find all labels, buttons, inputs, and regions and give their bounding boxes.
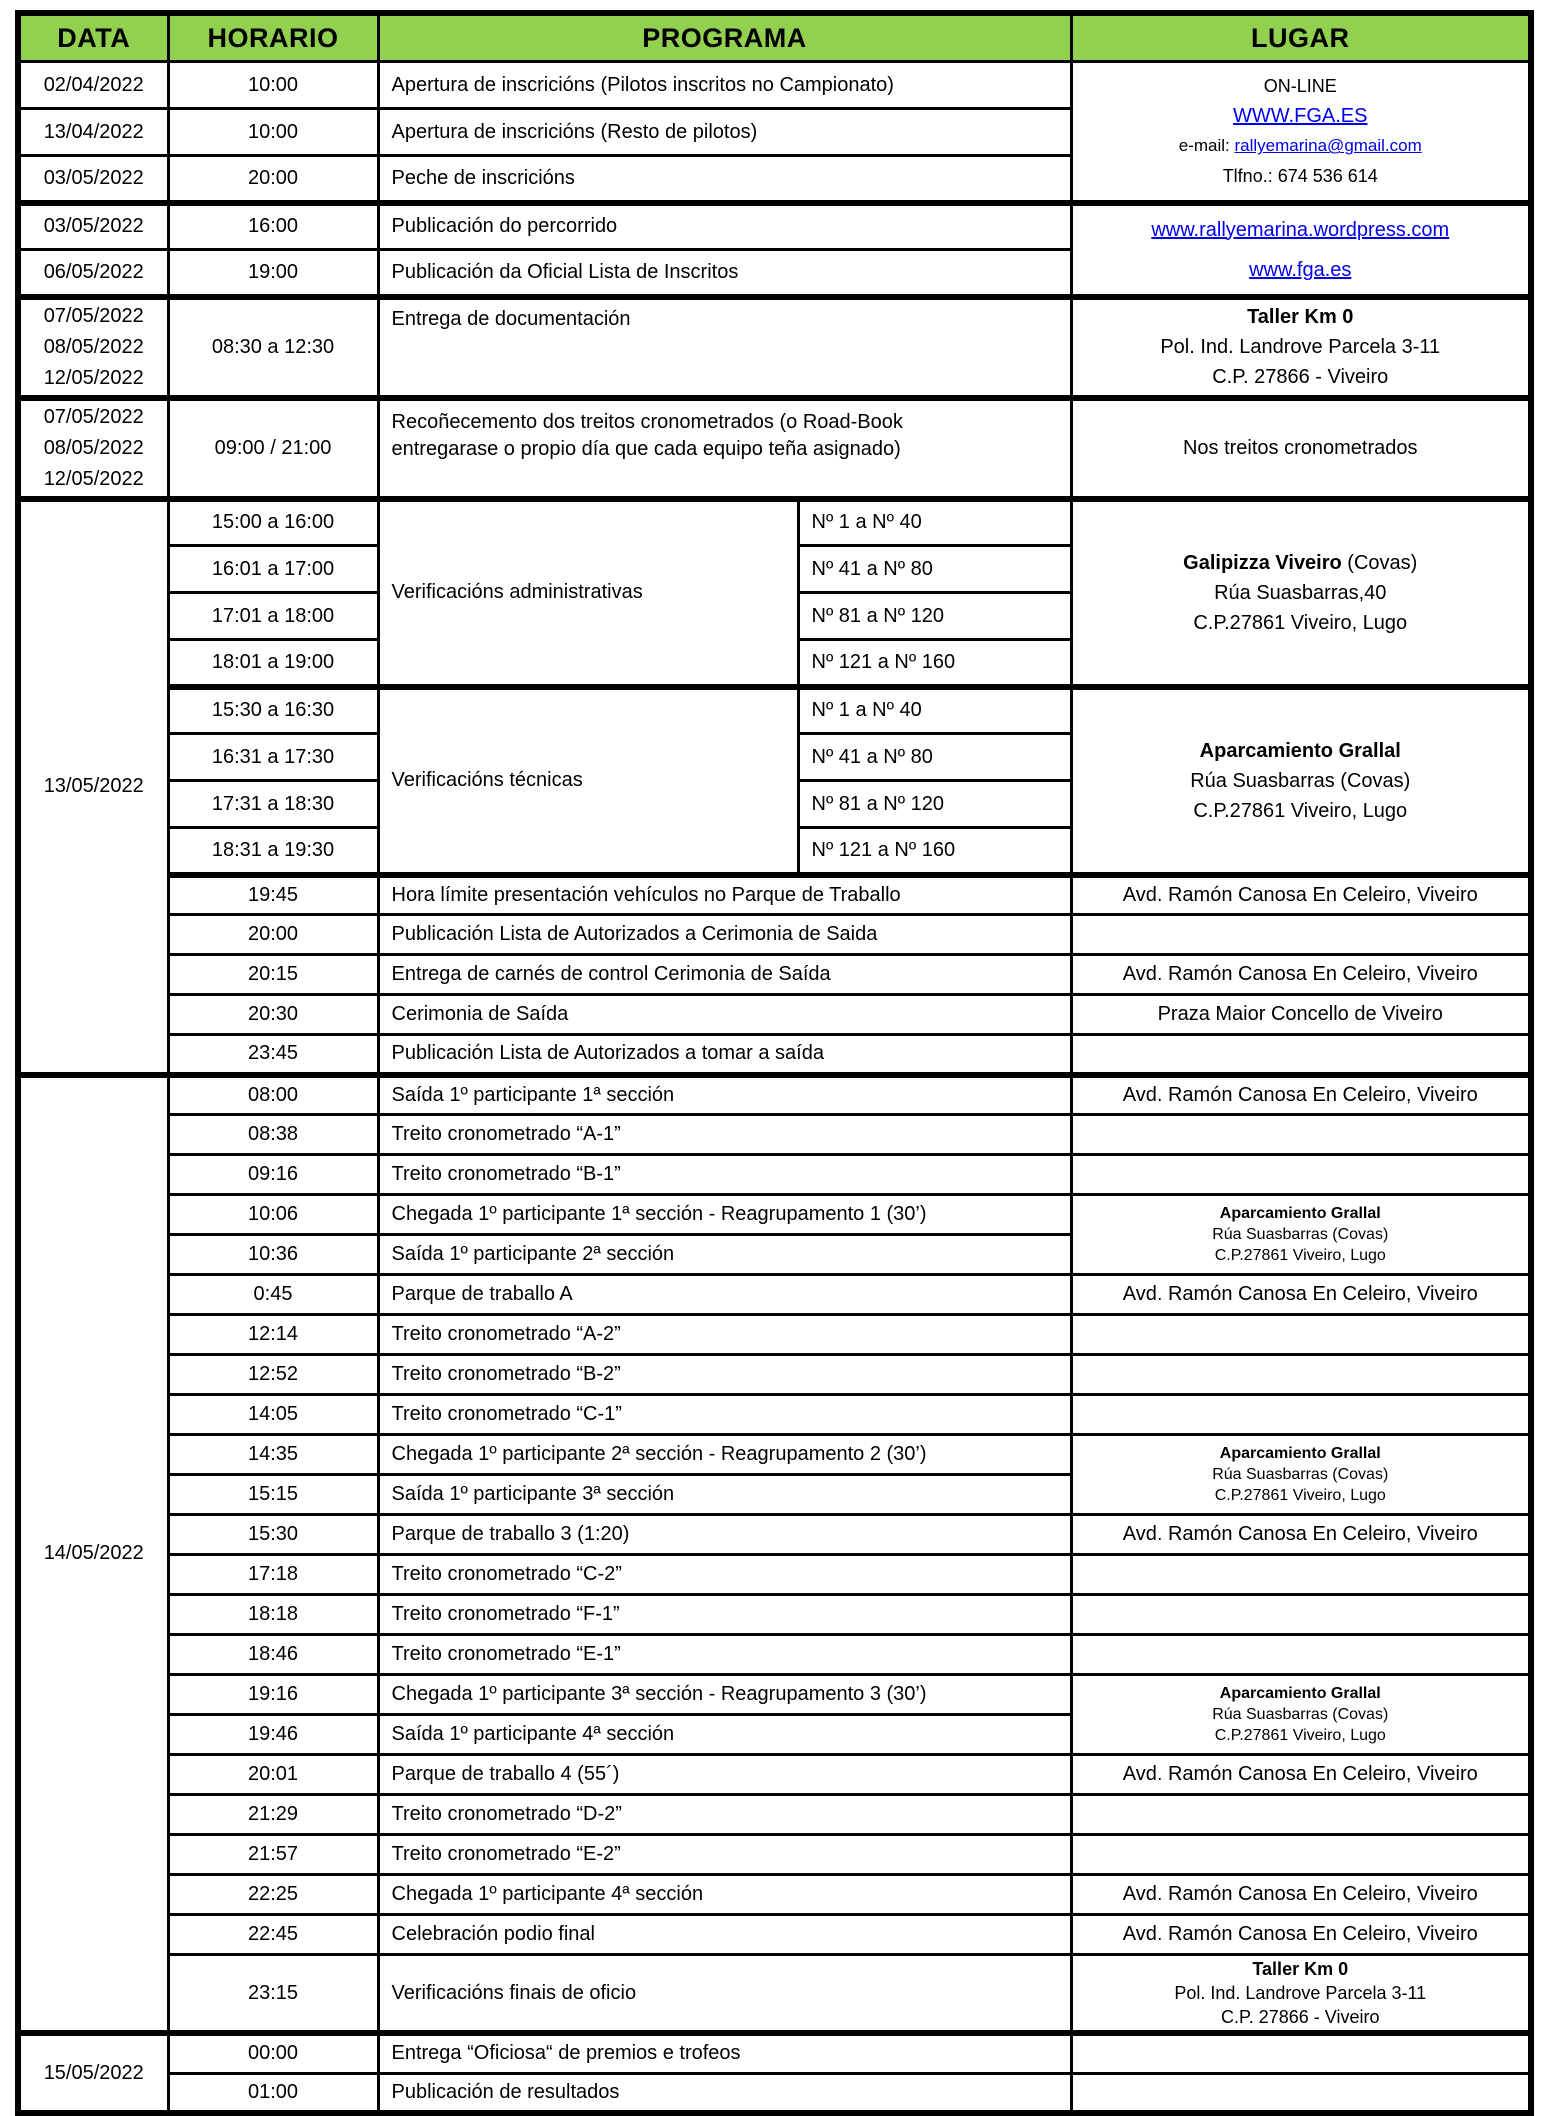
location-cell: Avd. Ramón Canosa En Celeiro, Viveiro (1071, 875, 1531, 915)
table-row (18, 1355, 1531, 1395)
time-cell: 22:45 (168, 1915, 378, 1955)
program-cell: Parque de traballo 4 (55´) (378, 1755, 1071, 1795)
date-cell: 03/05/2022 (18, 156, 168, 203)
location-cell: Avd. Ramón Canosa En Celeiro, Viveiro (1071, 1515, 1531, 1555)
time-cell: 20:01 (168, 1755, 378, 1795)
date-cell-multi (18, 398, 168, 499)
table-row (18, 1875, 1531, 1915)
entry-number-cell: Nº 41 a Nº 80 (798, 734, 1071, 781)
table-row (18, 955, 1531, 995)
time-cell: 21:29 (168, 1795, 378, 1835)
table-row (18, 1195, 1531, 1235)
program-cell: Saída 1º participante 1ª sección (378, 1075, 1071, 1115)
location-address: Pol. Ind. Landrove Parcela 3-11 (1174, 1983, 1427, 2003)
time-cell: 15:00 a 16:00 (168, 499, 378, 546)
time-cell: 14:35 (168, 1435, 378, 1475)
time-cell: 10:00 (168, 62, 378, 109)
program-cell: Publicación de resultados (378, 2073, 1071, 2113)
time-cell: 15:15 (168, 1475, 378, 1515)
program-cell: Hora límite presentación vehículos no Parque de Traballo (378, 875, 1071, 915)
table-row (18, 687, 1531, 734)
table-row (18, 62, 1531, 109)
wordpress-link[interactable]: www.rallyemarina.wordpress.com (1151, 218, 1450, 241)
location-cell-empty (1071, 2073, 1531, 2113)
location-address: Rúa Suasbarras (Covas) (1212, 1466, 1389, 1483)
location-address: C.P.27861 Viveiro, Lugo (1193, 799, 1408, 822)
program-cell (378, 398, 1071, 499)
table-row (18, 2033, 1531, 2073)
table-row (18, 203, 1531, 250)
table-row (18, 1955, 1531, 2034)
time-cell: 21:57 (168, 1835, 378, 1875)
program-cell: Saída 1º participante 2ª sección (378, 1235, 1071, 1275)
table-row (18, 1755, 1531, 1795)
table-row (18, 995, 1531, 1035)
program-cell: Saída 1º participante 4ª sección (378, 1715, 1071, 1755)
location-address: C.P.27861 Viveiro, Lugo (1193, 611, 1408, 634)
time-cell: 17:18 (168, 1555, 378, 1595)
time-cell: 08:00 (168, 1075, 378, 1115)
location-cell-grallal-small (1071, 1435, 1531, 1515)
schedule-table (15, 10, 1534, 2116)
time-cell: 08:30 a 12:30 (168, 297, 378, 398)
table-row (18, 875, 1531, 915)
table-row (18, 1155, 1531, 1195)
table-row (18, 398, 1531, 499)
entry-number-cell: Nº 81 a Nº 120 (798, 593, 1071, 640)
location-cell-online (1071, 62, 1531, 203)
date-cell-multi (18, 297, 168, 398)
time-cell: 09:00 / 21:00 (168, 398, 378, 499)
time-cell: 23:15 (168, 1955, 378, 2034)
time-cell: 18:46 (168, 1635, 378, 1675)
header-data: DATA (18, 13, 168, 62)
table-row (18, 1675, 1531, 1715)
time-cell: 10:36 (168, 1235, 378, 1275)
location-name: Aparcamiento Grallal (1199, 739, 1401, 762)
program-cell: Peche de inscricións (378, 156, 1071, 203)
location-cell: Praza Maior Concello de Viveiro (1071, 995, 1531, 1035)
time-cell: 16:00 (168, 203, 378, 250)
table-row (18, 1635, 1531, 1675)
time-cell: 17:31 a 18:30 (168, 781, 378, 828)
location-online-label: ON-LINE (1263, 76, 1337, 97)
location-address: Rúa Suasbarras (Covas) (1212, 1226, 1389, 1243)
time-cell: 19:00 (168, 250, 378, 297)
program-line: entregarase o propio día que cada equipo teña asignado) (391, 437, 901, 460)
time-cell: 19:16 (168, 1675, 378, 1715)
location-cell: Avd. Ramón Canosa En Celeiro, Viveiro (1071, 1755, 1531, 1795)
date-line: 07/05/2022 (43, 405, 144, 428)
program-cell: Saída 1º participante 3ª sección (378, 1475, 1071, 1515)
location-cell-empty (1071, 1355, 1531, 1395)
location-address: C.P. 27866 - Viveiro (1221, 2007, 1380, 2027)
program-cell: Entrega de carnés de control Cerimonia de Saída (378, 955, 1071, 995)
date-cell-day13: 13/05/2022 (18, 499, 168, 1075)
date-line: 12/05/2022 (43, 366, 144, 389)
program-cell: Entrega “Oficiosa“ de premios e trofeos (378, 2033, 1071, 2073)
date-cell-day15: 15/05/2022 (18, 2033, 168, 2113)
location-address: Rúa Suasbarras (Covas) (1190, 769, 1411, 792)
table-row (18, 1795, 1531, 1835)
time-cell: 15:30 (168, 1515, 378, 1555)
program-cell: Chegada 1º participante 1ª sección - Reagrupamento 1 (30’) (378, 1195, 1071, 1235)
location-cell-empty (1071, 1595, 1531, 1635)
date-cell: 03/05/2022 (18, 203, 168, 250)
table-row (18, 1435, 1531, 1475)
program-line: Recoñecemento dos treitos cronometrados (o Road-Book (391, 410, 903, 433)
program-cell: Parque de traballo A (378, 1275, 1071, 1315)
time-cell: 19:46 (168, 1715, 378, 1755)
email-link[interactable]: rallyemarina@gmail.com (1234, 136, 1422, 156)
location-address: C.P.27861 Viveiro, Lugo (1214, 1247, 1386, 1264)
table-row (18, 499, 1531, 546)
table-row (18, 2073, 1531, 2113)
program-cell: Cerimonia de Saída (378, 995, 1071, 1035)
program-cell: Chegada 1º participante 3ª sección - Reagrupamento 3 (30’) (378, 1675, 1071, 1715)
location-address: Rúa Suasbarras (Covas) (1212, 1706, 1389, 1723)
time-cell: 0:45 (168, 1275, 378, 1315)
location-cell-treitos: Nos treitos cronometrados (1071, 398, 1531, 499)
location-cell: Avd. Ramón Canosa En Celeiro, Viveiro (1071, 955, 1531, 995)
program-cell: Treito cronometrado “C-2” (378, 1555, 1071, 1595)
location-cell-empty (1071, 915, 1531, 955)
location-cell: Avd. Ramón Canosa En Celeiro, Viveiro (1071, 1875, 1531, 1915)
program-cell: Celebración podio final (378, 1915, 1071, 1955)
time-cell: 19:45 (168, 875, 378, 915)
location-name: Taller Km 0 (1247, 306, 1354, 328)
program-cell: Chegada 1º participante 4ª sección (378, 1875, 1071, 1915)
location-cell-empty (1071, 1795, 1531, 1835)
phone-number: Tlfno.: 674 536 614 (1222, 166, 1378, 187)
time-cell: 08:38 (168, 1115, 378, 1155)
program-cell: Treito cronometrado “A-1” (378, 1115, 1071, 1155)
time-cell: 10:06 (168, 1195, 378, 1235)
date-line: 12/05/2022 (43, 467, 144, 490)
location-cell-webs (1071, 203, 1531, 297)
time-cell: 20:15 (168, 955, 378, 995)
table-row (18, 1555, 1531, 1595)
program-cell: Treito cronometrado “E-1” (378, 1635, 1071, 1675)
time-cell: 20:00 (168, 915, 378, 955)
location-cell-grallal-small (1071, 1675, 1531, 1755)
location-cell: Avd. Ramón Canosa En Celeiro, Viveiro (1071, 1915, 1531, 1955)
fga-site-link[interactable]: WWW.FGA.ES (1233, 105, 1368, 128)
header-programa: PROGRAMA (378, 13, 1071, 62)
program-cell: Verificacións finais de oficio (378, 1955, 1071, 2034)
location-name: Aparcamiento Grallal (1219, 1445, 1381, 1462)
location-address: Rúa Suasbarras,40 (1214, 581, 1387, 604)
time-cell: 12:52 (168, 1355, 378, 1395)
program-cell: Treito cronometrado “E-2” (378, 1835, 1071, 1875)
time-cell: 09:16 (168, 1155, 378, 1195)
program-cell: Treito cronometrado “F-1” (378, 1595, 1071, 1635)
header-row (18, 13, 1531, 62)
program-cell: Publicación do percorrido (378, 203, 1071, 250)
entry-number-cell: Nº 1 a Nº 40 (798, 499, 1071, 546)
location-cell-empty (1071, 2033, 1531, 2073)
location-cell-taller (1071, 1955, 1531, 2034)
entry-number-cell: Nº 81 a Nº 120 (798, 781, 1071, 828)
location-address: C.P. 27866 - Viveiro (1212, 366, 1389, 388)
time-cell: 20:00 (168, 156, 378, 203)
header-horario: HORARIO (168, 13, 378, 62)
entry-number-cell: Nº 1 a Nº 40 (798, 687, 1071, 734)
time-cell: 18:01 a 19:00 (168, 640, 378, 687)
location-cell-empty (1071, 1395, 1531, 1435)
program-cell-tec: Verificacións técnicas (378, 687, 798, 875)
table-row (18, 1835, 1531, 1875)
location-name: Taller Km 0 (1252, 1959, 1349, 1979)
time-cell: 00:00 (168, 2033, 378, 2073)
location-cell-empty (1071, 1635, 1531, 1675)
time-cell: 22:25 (168, 1875, 378, 1915)
table-row (18, 1075, 1531, 1115)
location-address: Pol. Ind. Landrove Parcela 3-11 (1160, 336, 1441, 358)
table-row (18, 1915, 1531, 1955)
date-line: 08/05/2022 (43, 335, 144, 358)
location-cell-empty (1071, 1035, 1531, 1075)
location-cell-empty (1071, 1315, 1531, 1355)
time-cell: 16:31 a 17:30 (168, 734, 378, 781)
program-cell: Apertura de inscricións (Pilotos inscritos no Campionato) (378, 62, 1071, 109)
date-cell: 06/05/2022 (18, 250, 168, 297)
location-cell: Avd. Ramón Canosa En Celeiro, Viveiro (1071, 1275, 1531, 1315)
location-cell: Avd. Ramón Canosa En Celeiro, Viveiro (1071, 1075, 1531, 1115)
time-cell: 01:00 (168, 2073, 378, 2113)
fga-link[interactable]: www.fga.es (1249, 258, 1352, 281)
location-address: C.P.27861 Viveiro, Lugo (1214, 1727, 1386, 1744)
time-cell: 10:00 (168, 109, 378, 156)
location-name-suffix: (Covas) (1341, 551, 1418, 574)
program-cell: Treito cronometrado “A-2” (378, 1315, 1071, 1355)
date-line: 08/05/2022 (43, 436, 144, 459)
program-cell: Treito cronometrado “C-1” (378, 1395, 1071, 1435)
location-address: C.P.27861 Viveiro, Lugo (1214, 1487, 1386, 1504)
program-cell: Publicación Lista de Autorizados a tomar a saída (378, 1035, 1071, 1075)
time-cell: 16:01 a 17:00 (168, 546, 378, 593)
time-cell: 23:45 (168, 1035, 378, 1075)
location-name: Aparcamiento Grallal (1219, 1685, 1381, 1702)
table-row (18, 1275, 1531, 1315)
program-cell: Treito cronometrado “D-2” (378, 1795, 1071, 1835)
time-cell: 20:30 (168, 995, 378, 1035)
time-cell: 14:05 (168, 1395, 378, 1435)
location-cell-empty (1071, 1115, 1531, 1155)
program-cell: Parque de traballo 3 (1:20) (378, 1515, 1071, 1555)
program-cell: Apertura de inscricións (Resto de pilotos) (378, 109, 1071, 156)
location-name: Galipizza Viveiro (1183, 551, 1342, 574)
program-cell: Treito cronometrado “B-1” (378, 1155, 1071, 1195)
location-cell-taller (1071, 297, 1531, 398)
table-row (18, 1115, 1531, 1155)
time-cell: 18:31 a 19:30 (168, 828, 378, 875)
time-cell: 18:18 (168, 1595, 378, 1635)
location-cell-grallal-small (1071, 1195, 1531, 1275)
table-row (18, 1035, 1531, 1075)
table-row (18, 297, 1531, 398)
table-row (18, 1395, 1531, 1435)
program-cell: Publicación Lista de Autorizados a Cerimonia de Saida (378, 915, 1071, 955)
entry-number-cell: Nº 121 a Nº 160 (798, 828, 1071, 875)
program-cell: Entrega de documentación (378, 297, 1071, 398)
date-cell: 02/04/2022 (18, 62, 168, 109)
location-cell-galipizza (1071, 499, 1531, 687)
location-cell-grallal (1071, 687, 1531, 875)
table-row (18, 1315, 1531, 1355)
table-row (18, 915, 1531, 955)
email-label: e-mail: (1178, 136, 1230, 156)
header-lugar: LUGAR (1071, 13, 1531, 62)
entry-number-cell: Nº 41 a Nº 80 (798, 546, 1071, 593)
program-cell: Chegada 1º participante 2ª sección - Reagrupamento 2 (30’) (378, 1435, 1071, 1475)
date-cell-day14: 14/05/2022 (18, 1075, 168, 2034)
date-line: 07/05/2022 (43, 304, 144, 327)
location-name: Aparcamiento Grallal (1219, 1205, 1381, 1222)
program-cell: Publicación da Oficial Lista de Inscritos (378, 250, 1071, 297)
program-cell: Treito cronometrado “B-2” (378, 1355, 1071, 1395)
time-cell: 12:14 (168, 1315, 378, 1355)
program-cell-admin: Verificacións administrativas (378, 499, 798, 687)
location-cell-empty (1071, 1555, 1531, 1595)
time-cell: 17:01 a 18:00 (168, 593, 378, 640)
location-cell-empty (1071, 1155, 1531, 1195)
date-cell: 13/04/2022 (18, 109, 168, 156)
table-row (18, 1595, 1531, 1635)
time-cell: 15:30 a 16:30 (168, 687, 378, 734)
location-cell-empty (1071, 1835, 1531, 1875)
table-row (18, 1515, 1531, 1555)
entry-number-cell: Nº 121 a Nº 160 (798, 640, 1071, 687)
